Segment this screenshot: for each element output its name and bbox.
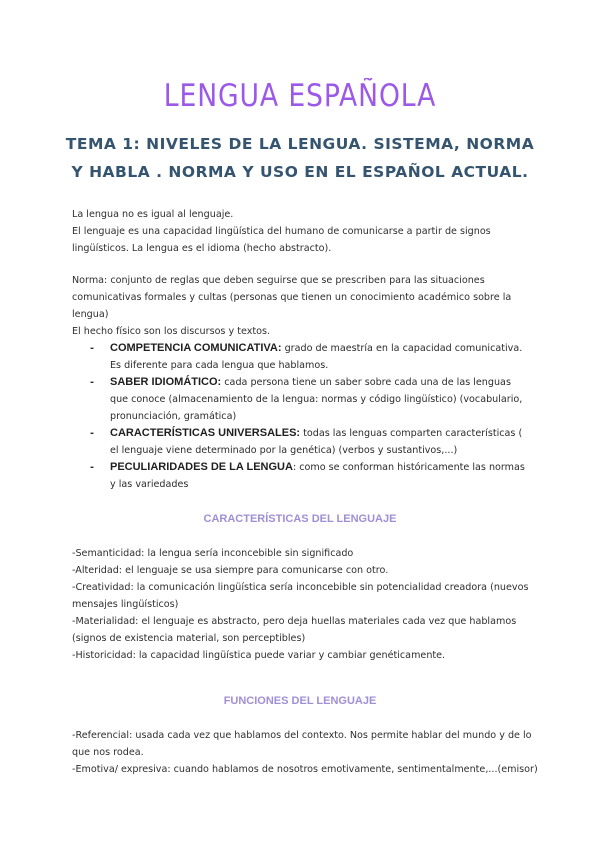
- list-item-text: grado de maestría en la capacidad comunicativa. Es diferente para cada lengua que hablamos.: [110, 343, 523, 371]
- list-item-term: SABER IDIOMÁTICO:: [110, 376, 222, 388]
- characteristics-block: [72, 545, 542, 664]
- list-item-term: PECULIARIDADES DE LA LENGUA: [110, 461, 293, 473]
- characteristic-item: -Materialidad: el lenguaje es abstracto, pero deja huellas materiales cada vez que hablamos (signos de existencia material, son perceptibles): [72, 616, 517, 644]
- list-item-text: cada persona tiene un saber sobre cada una de las lenguas que conoce (almacenamiento de la lengua: normas y código lingüístico) (vocabulario, pronunciación, gramática): [110, 377, 523, 422]
- norma-block: [72, 272, 542, 340]
- function-item: -Emotiva/ expresiva: cuando hablamos de nosotros emotivamente, sentimentalmente,...(emisor): [72, 764, 538, 775]
- list-item-term: COMPETENCIA COMUNICATIVA:: [110, 342, 282, 354]
- list-item: [90, 340, 530, 374]
- characteristic-item: -Historicidad: la capacidad lingüística puede variar y cambiar genéticamente.: [72, 650, 446, 661]
- intro-line: El lenguaje es una capacidad lingüística del humano de comunicarse a partir de signos lingüísticos. La lengua es el idioma (hecho abstracto).: [72, 226, 491, 254]
- norma-line: Norma: conjunto de reglas que deben seguirse que se prescriben para las situaciones comunicativas formales y cultas (personas que tienen un conocimiento académico sobre la lengua): [72, 275, 512, 320]
- characteristic-item: -Semanticidad: la lengua sería inconcebible sin significado: [72, 548, 354, 559]
- section-heading: CARACTERÍSTICAS DEL LENGUAJE: [203, 513, 397, 525]
- characteristic-item: -Alteridad: el lenguaje se usa siempre para comunicarse con otro.: [72, 565, 389, 576]
- bullet-marker: -: [90, 377, 94, 388]
- list-item-text: : como se conforman históricamente las normas y las variedades: [110, 462, 525, 490]
- document-subtitle: TEMA 1: NIVELES DE LA LENGUA. SISTEMA, NORMA Y HABLA . NORMA Y USO EN EL ESPAÑOL ACTUAL.: [65, 135, 535, 181]
- bullet-marker: -: [90, 462, 94, 473]
- bullet-marker: -: [90, 343, 94, 354]
- list-item: [90, 459, 530, 493]
- list-item-text: todas las lenguas comparten características ( el lenguaje viene determinado por la genética) (verbos y sustantivos,...): [110, 428, 523, 456]
- list-item: [90, 425, 530, 459]
- characteristic-item: -Creatividad: la comunicación lingüística sería inconcebible sin potencialidad creadora (nuevos mensajes lingüísticos): [72, 582, 529, 610]
- list-item: [90, 374, 530, 425]
- intro-block: [72, 206, 542, 257]
- intro-line: La lengua no es igual al lenguaje.: [72, 209, 234, 220]
- functions-block: [72, 727, 542, 778]
- section-heading: FUNCIONES DEL LENGUAJE: [223, 695, 377, 707]
- norma-line: El hecho físico son los discursos y textos.: [72, 326, 271, 337]
- concept-list: [90, 340, 530, 493]
- function-item: -Referencial: usada cada vez que hablamos del contexto. Nos permite hablar del mundo y de lo que nos rodea.: [72, 730, 532, 758]
- list-item-term: CARACTERÍSTICAS UNIVERSALES:: [110, 427, 301, 439]
- document-title: LENGUA ESPAÑOLA: [163, 78, 437, 114]
- bullet-marker: -: [90, 428, 94, 439]
